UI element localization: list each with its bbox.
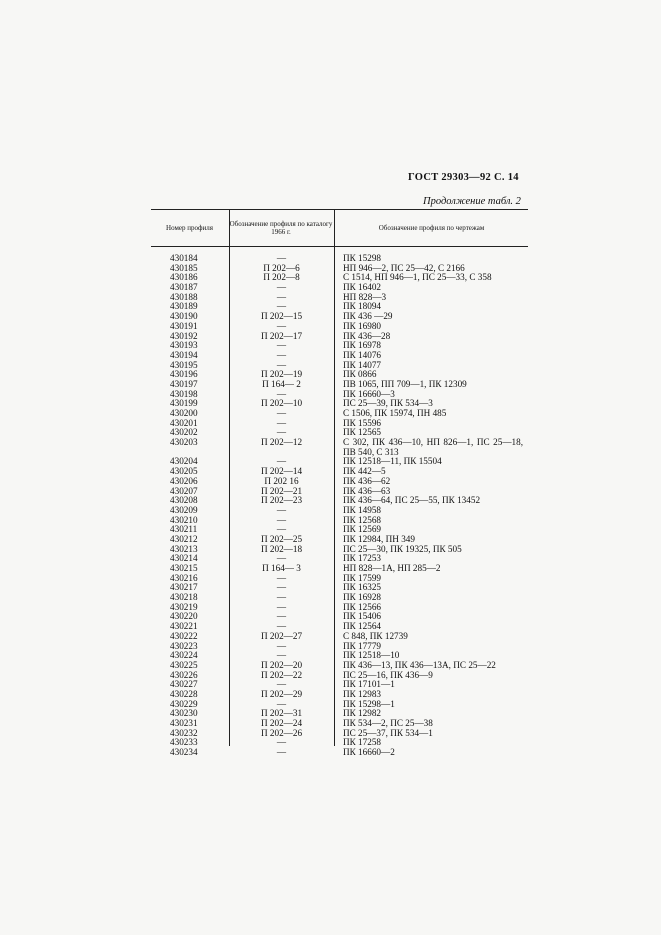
catalog-designation-cell: —: [276, 679, 287, 690]
table-row: [151, 700, 528, 710]
profile-number-cell: 430194: [170, 349, 198, 360]
column-header-catalog-designation: Обозначение профиля по каталогу 1966 г.: [229, 220, 333, 236]
profile-number-cell: 430187: [170, 282, 198, 293]
profile-number-cell: 430220: [170, 611, 198, 622]
catalog-designation-cell: —: [276, 747, 287, 758]
drawing-designation-cell: ПК 15298: [343, 253, 382, 263]
drawing-designation-cell: ПК 12984, ПН 349: [343, 533, 415, 544]
catalog-designation-cell: П 202—31: [260, 708, 303, 719]
profile-number-cell: 430230: [170, 708, 198, 719]
drawing-designation-cell: С 848, ПК 12739: [343, 630, 408, 641]
profile-number-cell: 430233: [170, 737, 198, 748]
drawing-designation-cell: ПК 17253: [343, 553, 382, 564]
table-row: [151, 273, 528, 283]
profile-number-cell: 430221: [170, 621, 198, 632]
profile-number-cell: 430195: [170, 359, 198, 370]
drawing-designation-cell: ПК 15406: [343, 611, 382, 622]
profile-number-cell: 430225: [170, 659, 198, 670]
catalog-designation-cell: —: [276, 291, 287, 302]
table-row: [151, 516, 528, 526]
profile-number-cell: 430205: [170, 466, 198, 477]
table-row: [151, 738, 528, 748]
table-row: [151, 574, 528, 584]
table-row: [151, 312, 528, 322]
catalog-designation-cell: П 202—26: [260, 727, 303, 738]
profile-number-cell: 430197: [170, 378, 198, 389]
profile-number-cell: 430200: [170, 408, 198, 418]
profile-number-cell: 430184: [170, 253, 198, 263]
profile-number-cell: 430222: [170, 630, 198, 641]
document-reference: ГОСТ 29303—92 С. 14: [408, 172, 519, 183]
drawing-designation-cell: ПК 14076: [343, 349, 382, 360]
catalog-designation-cell: —: [276, 592, 287, 603]
catalog-designation-cell: —: [276, 650, 287, 661]
table-continuation-label: Продолжение табл. 2: [423, 196, 521, 207]
drawing-designation-cell: ПК 14077: [343, 359, 382, 370]
table-row: [151, 293, 528, 303]
profile-number-cell: 430188: [170, 291, 198, 302]
table-row: [151, 525, 528, 535]
catalog-designation-cell: —: [276, 427, 287, 438]
table-row: [151, 341, 528, 351]
table-row: [151, 409, 528, 419]
table-row: [151, 671, 528, 681]
table-row: [151, 351, 528, 361]
profile-number-cell: 430213: [170, 543, 198, 554]
catalog-designation-cell: П 202—19: [260, 369, 303, 380]
drawing-designation-cell: ПК 16325: [343, 582, 382, 593]
profile-number-cell: 430191: [170, 320, 198, 331]
drawing-designation-cell: ПК 0866: [343, 369, 377, 380]
table-row: [151, 564, 528, 574]
profile-number-cell: 430210: [170, 514, 198, 525]
table-row: [151, 661, 528, 671]
drawing-designation-cell: ПК 16402: [343, 282, 382, 293]
profile-number-cell: 430206: [170, 475, 198, 486]
drawing-designation-cell: ПС 25—39, ПК 534—3: [343, 398, 433, 409]
drawing-designation-cell: ПВ 1065, ПП 709—1, ПК 12309: [343, 378, 467, 389]
table-row: [151, 457, 528, 467]
profile-number-cell: 430226: [170, 669, 198, 680]
drawing-designation-cell: ПК 18094: [343, 301, 382, 312]
profile-number-cell: 430203: [170, 437, 198, 448]
table-row: [151, 545, 528, 555]
table-row: [151, 254, 528, 264]
table-row: [151, 583, 528, 593]
drawing-designation-cell: ПК 16928: [343, 592, 382, 603]
catalog-designation-cell: —: [276, 611, 287, 622]
catalog-designation-cell: П 202—6: [263, 262, 300, 273]
drawing-designation-cell: С 1514, НП 946—1, ПС 25—33, С 358: [343, 272, 492, 283]
table-row: [151, 709, 528, 719]
drawing-designation-cell: ПК 436—64, ПС 25—55, ПК 13452: [343, 495, 481, 506]
catalog-designation-cell: —: [276, 553, 287, 564]
drawing-designation-cell: НП 828—3: [343, 291, 387, 302]
catalog-designation-cell: —: [276, 572, 287, 583]
table-row: [151, 603, 528, 613]
table-row: [151, 390, 528, 400]
profile-number-cell: 430198: [170, 388, 198, 399]
drawing-designation-cell: ПС 25—30, ПК 19325, ПК 505: [343, 543, 462, 554]
drawing-designation-cell: ПК 16980: [343, 320, 382, 331]
table-row: [151, 612, 528, 622]
catalog-designation-cell: —: [276, 282, 287, 293]
drawing-designation-cell: ПК 17101—1: [343, 679, 395, 690]
table-row: [151, 283, 528, 293]
catalog-designation-cell: П 202—18: [260, 543, 303, 554]
table-row: [151, 632, 528, 642]
table-row: [151, 506, 528, 516]
table-header: [151, 209, 528, 247]
catalog-designation-cell: —: [276, 456, 287, 467]
table-row: [151, 332, 528, 342]
column-header-drawing-designation: Обозначение профиля по чертежам: [378, 224, 485, 232]
catalog-designation-cell: П 202—21: [260, 485, 303, 496]
drawing-designation-cell: ПК 12569: [343, 524, 382, 535]
profile-number-cell: 430186: [170, 272, 198, 283]
table-row: [151, 322, 528, 332]
profile-number-cell: 430228: [170, 688, 198, 699]
drawing-designation-cell: ПК 436—13, ПК 436—13А, ПС 25—22: [343, 659, 496, 670]
drawing-designation-cell: С 1506, ПК 15974, ПН 485: [343, 408, 447, 418]
drawing-designation-cell: НП 828—1А, НП 285—2: [343, 563, 441, 574]
drawing-designation-cell: ПК 12566: [343, 601, 382, 612]
profile-number-cell: 430190: [170, 311, 198, 322]
profile-number-cell: 430185: [170, 262, 198, 273]
catalog-designation-cell: —: [276, 514, 287, 525]
drawing-designation-cell: ПК 17779: [343, 640, 382, 651]
profile-number-cell: 430217: [170, 582, 198, 593]
profile-number-cell: 430214: [170, 553, 198, 564]
profile-number-cell: 430216: [170, 572, 198, 583]
table-row: [151, 690, 528, 700]
table-row: [151, 370, 528, 380]
profile-number-cell: 430215: [170, 563, 198, 574]
drawing-designation-cell: ПК 15298—1: [343, 698, 395, 709]
catalog-designation-cell: —: [276, 601, 287, 612]
profile-number-cell: 430202: [170, 427, 198, 438]
drawing-designation-cell: НП 946—2, ПС 25—42, С 2166: [343, 262, 465, 273]
catalog-designation-cell: —: [276, 698, 287, 709]
table-row: [151, 361, 528, 371]
column-header-profile-number: Номер профиля: [166, 224, 213, 232]
drawing-designation-cell: ПК 12564: [343, 621, 382, 632]
profile-number-cell: 430209: [170, 504, 198, 515]
drawing-designation-cell: ПК 12565: [343, 427, 382, 438]
table-row: [151, 419, 528, 429]
drawing-designation-cell: ПК 442—5: [343, 466, 386, 477]
drawing-designation-cell: ПК 17258: [343, 737, 382, 748]
drawing-designation-cell: ПК 16660—3: [343, 388, 395, 399]
catalog-designation-cell: —: [276, 582, 287, 593]
catalog-designation-cell: П 202 16: [264, 475, 299, 486]
catalog-designation-cell: П 164— 2: [262, 378, 301, 389]
table-row: [151, 467, 528, 477]
catalog-designation-cell: П 202—25: [260, 533, 303, 544]
catalog-designation-cell: —: [276, 388, 287, 399]
profile-number-cell: 430224: [170, 650, 198, 661]
profile-number-cell: 430211: [170, 524, 198, 535]
catalog-designation-cell: П 202—29: [260, 688, 303, 699]
table-row: [151, 748, 528, 758]
catalog-designation-cell: —: [276, 408, 287, 418]
drawing-designation-cell: ПК 17599: [343, 572, 382, 583]
table-row: [151, 593, 528, 603]
catalog-designation-cell: —: [276, 737, 287, 748]
drawing-designation-cell: ПК 15596: [343, 417, 382, 428]
drawing-designation-cell: С 302, ПК 436—10, НП 826—1, ПС 25—18, ПВ 540, С 313: [343, 437, 523, 457]
catalog-designation-cell: —: [276, 524, 287, 535]
catalog-designation-cell: П 202—10: [260, 398, 303, 409]
table-body: [151, 247, 528, 758]
drawing-designation-cell: ПК 12518—10: [343, 650, 400, 661]
profile-number-cell: 430207: [170, 485, 198, 496]
catalog-designation-cell: П 202—15: [260, 311, 303, 322]
profile-number-cell: 430227: [170, 679, 198, 690]
catalog-designation-cell: П 202—24: [260, 718, 303, 729]
profile-number-cell: 430212: [170, 533, 198, 544]
drawing-designation-cell: ПК 534—2, ПС 25—38: [343, 718, 433, 729]
catalog-designation-cell: П 202—27: [260, 630, 303, 641]
table-row: [151, 302, 528, 312]
profile-number-cell: 430231: [170, 718, 198, 729]
table-row: [151, 438, 528, 457]
table-row: [151, 680, 528, 690]
catalog-designation-cell: —: [276, 320, 287, 331]
drawing-designation-cell: ПК 12518—11, ПК 15504: [343, 456, 442, 467]
drawing-designation-cell: ПК 436 —29: [343, 311, 393, 322]
catalog-designation-cell: —: [276, 301, 287, 312]
table-row: [151, 622, 528, 632]
catalog-designation-cell: П 202—17: [260, 330, 303, 341]
catalog-designation-cell: —: [276, 253, 287, 263]
catalog-designation-cell: —: [276, 504, 287, 515]
catalog-designation-cell: —: [276, 621, 287, 632]
catalog-designation-cell: —: [276, 340, 287, 351]
drawing-designation-cell: ПС 25—16, ПК 436—9: [343, 669, 433, 680]
table-row: [151, 399, 528, 409]
profile-number-cell: 430218: [170, 592, 198, 603]
drawing-designation-cell: ПК 12982: [343, 708, 382, 719]
profile-table: [151, 209, 528, 758]
profile-number-cell: 430223: [170, 640, 198, 651]
catalog-designation-cell: П 164— 3: [262, 563, 301, 574]
profile-number-cell: 430232: [170, 727, 198, 738]
profile-number-cell: 430199: [170, 398, 198, 409]
catalog-designation-cell: П 202—22: [260, 669, 303, 680]
catalog-designation-cell: —: [276, 359, 287, 370]
table-row: [151, 729, 528, 739]
profile-number-cell: 430196: [170, 369, 198, 380]
table-row: [151, 535, 528, 545]
catalog-designation-cell: —: [276, 417, 287, 428]
table-row: [151, 642, 528, 652]
profile-number-cell: 430189: [170, 301, 198, 312]
catalog-designation-cell: П 202—8: [263, 272, 300, 283]
profile-number-cell: 430208: [170, 495, 198, 506]
profile-number-cell: 430192: [170, 330, 198, 341]
profile-number-cell: 430201: [170, 417, 198, 428]
profile-number-cell: 430204: [170, 456, 198, 467]
catalog-designation-cell: П 202—14: [260, 466, 303, 477]
drawing-designation-cell: ПК 16978: [343, 340, 382, 351]
table-row: [151, 380, 528, 390]
profile-number-cell: 430193: [170, 340, 198, 351]
catalog-designation-cell: —: [276, 640, 287, 651]
drawing-designation-cell: ПС 25—37, ПК 534—1: [343, 727, 433, 738]
drawing-designation-cell: ПК 12983: [343, 688, 382, 699]
catalog-designation-cell: П 202—20: [260, 659, 303, 670]
drawing-designation-cell: ПК 436—62: [343, 475, 391, 486]
table-row: [151, 719, 528, 729]
table-row: [151, 477, 528, 487]
drawing-designation-cell: ПК 436—63: [343, 485, 391, 496]
table-row: [151, 554, 528, 564]
drawing-designation-cell: ПК 436—28: [343, 330, 391, 341]
table-row: [151, 496, 528, 506]
drawing-designation-cell: ПК 14958: [343, 504, 382, 515]
profile-number-cell: 430234: [170, 747, 198, 758]
catalog-designation-cell: —: [276, 349, 287, 360]
catalog-designation-cell: П 202—23: [260, 495, 303, 506]
drawing-designation-cell: ПК 12568: [343, 514, 382, 525]
profile-number-cell: 430229: [170, 698, 198, 709]
drawing-designation-cell: ПК 16660—2: [343, 747, 395, 758]
profile-number-cell: 430219: [170, 601, 198, 612]
catalog-designation-cell: П 202—12: [260, 437, 303, 448]
